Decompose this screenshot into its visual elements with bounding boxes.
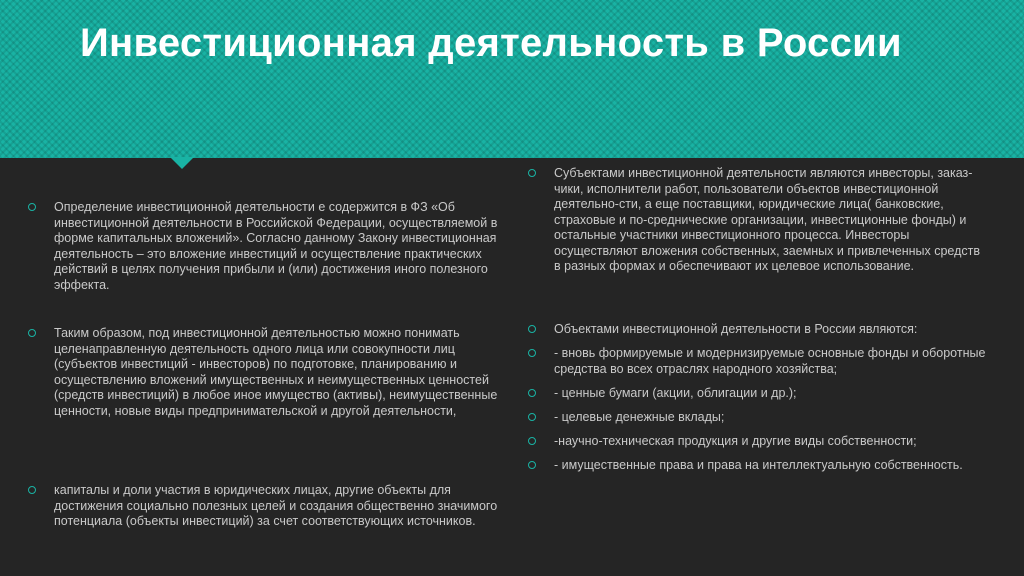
bullet-icon [528, 461, 536, 469]
list-item-text: - имущественные права и права на интеллектуальную собственность. [554, 458, 963, 472]
list-item [528, 410, 988, 426]
list-item-text: Субъектами инвестиционной деятельности являются инвесторы, заказ-чики, исполнители работ, пользователи объектов инвестиционной деятельно-сти, а еще поставщики, юридические лица( банковские, страховые и по-среднические организации, инвестиционные фонды) и остальные участники инвестиционного процесса. Инвесторы осуществляют вложения собственных, заемных и привлеченных средств в разных формах и обеспечивают их целевое использование. [554, 166, 981, 273]
bullet-icon [528, 389, 536, 397]
bullet-icon [28, 203, 36, 211]
list-item [528, 434, 988, 450]
list-item [28, 326, 498, 419]
list-item-text: - ценные бумаги (акции, облигации и др.); [554, 386, 797, 400]
list-item [528, 386, 988, 402]
banner-pointer [170, 157, 194, 169]
list-item [528, 322, 988, 338]
list-item [528, 458, 988, 474]
bullet-icon [528, 349, 536, 357]
bullet-icon [28, 486, 36, 494]
list-item-text: -научно-техническая продукция и другие виды собственности; [554, 434, 917, 448]
list-item-text: Объектами инвестиционной деятельности в России являются: [554, 322, 918, 336]
bullet-icon [528, 413, 536, 421]
list-item [528, 166, 988, 275]
slide-title: Инвестиционная деятельность в России [80, 21, 902, 65]
bullet-icon [528, 169, 536, 177]
title-banner [0, 0, 1024, 158]
list-item [528, 346, 988, 377]
bullet-icon [28, 329, 36, 337]
list-item-text: - вновь формируемые и модернизируемые основные фонды и оборотные средства во всех отраслях народного хозяйства; [554, 346, 986, 376]
list-item [28, 483, 498, 530]
bullet-icon [528, 437, 536, 445]
list-item-text: Определение инвестиционной деятельности е содержится в ФЗ «Об инвестиционной деятельности в Российской Федерации, осуществляемой в форме капитальных вложений». Согласно данному Закону инвестиционная деятельность – это вложение инвестиций и осуществление практических действий в целях получения прибыли и (или) достижения иного полезного эффекта. [54, 200, 498, 292]
list-item-text: - целевые денежные вклады; [554, 410, 725, 424]
list-item-text: капиталы и доли участия в юридических лицах, другие объекты для достижения социально полезных целей и создания общественно значимого потенциала (объекты инвестиций) за счет соответствующих источников. [54, 483, 498, 528]
list-item-text: Таким образом, под инвестиционной деятельностью можно понимать целенаправленную деятельность одного лица или совокупности лиц (субъектов инвестиций - инвесторов) по подготовке, планированию и осуществлению вложений имущественных и неимущественных ценностей (средств инвестиций) в любое иное имущество (активы), неимущественные ценности, новые виды предпринимательской и другой деятельности, [54, 326, 498, 418]
bullet-icon [528, 325, 536, 333]
list-item [28, 200, 498, 293]
